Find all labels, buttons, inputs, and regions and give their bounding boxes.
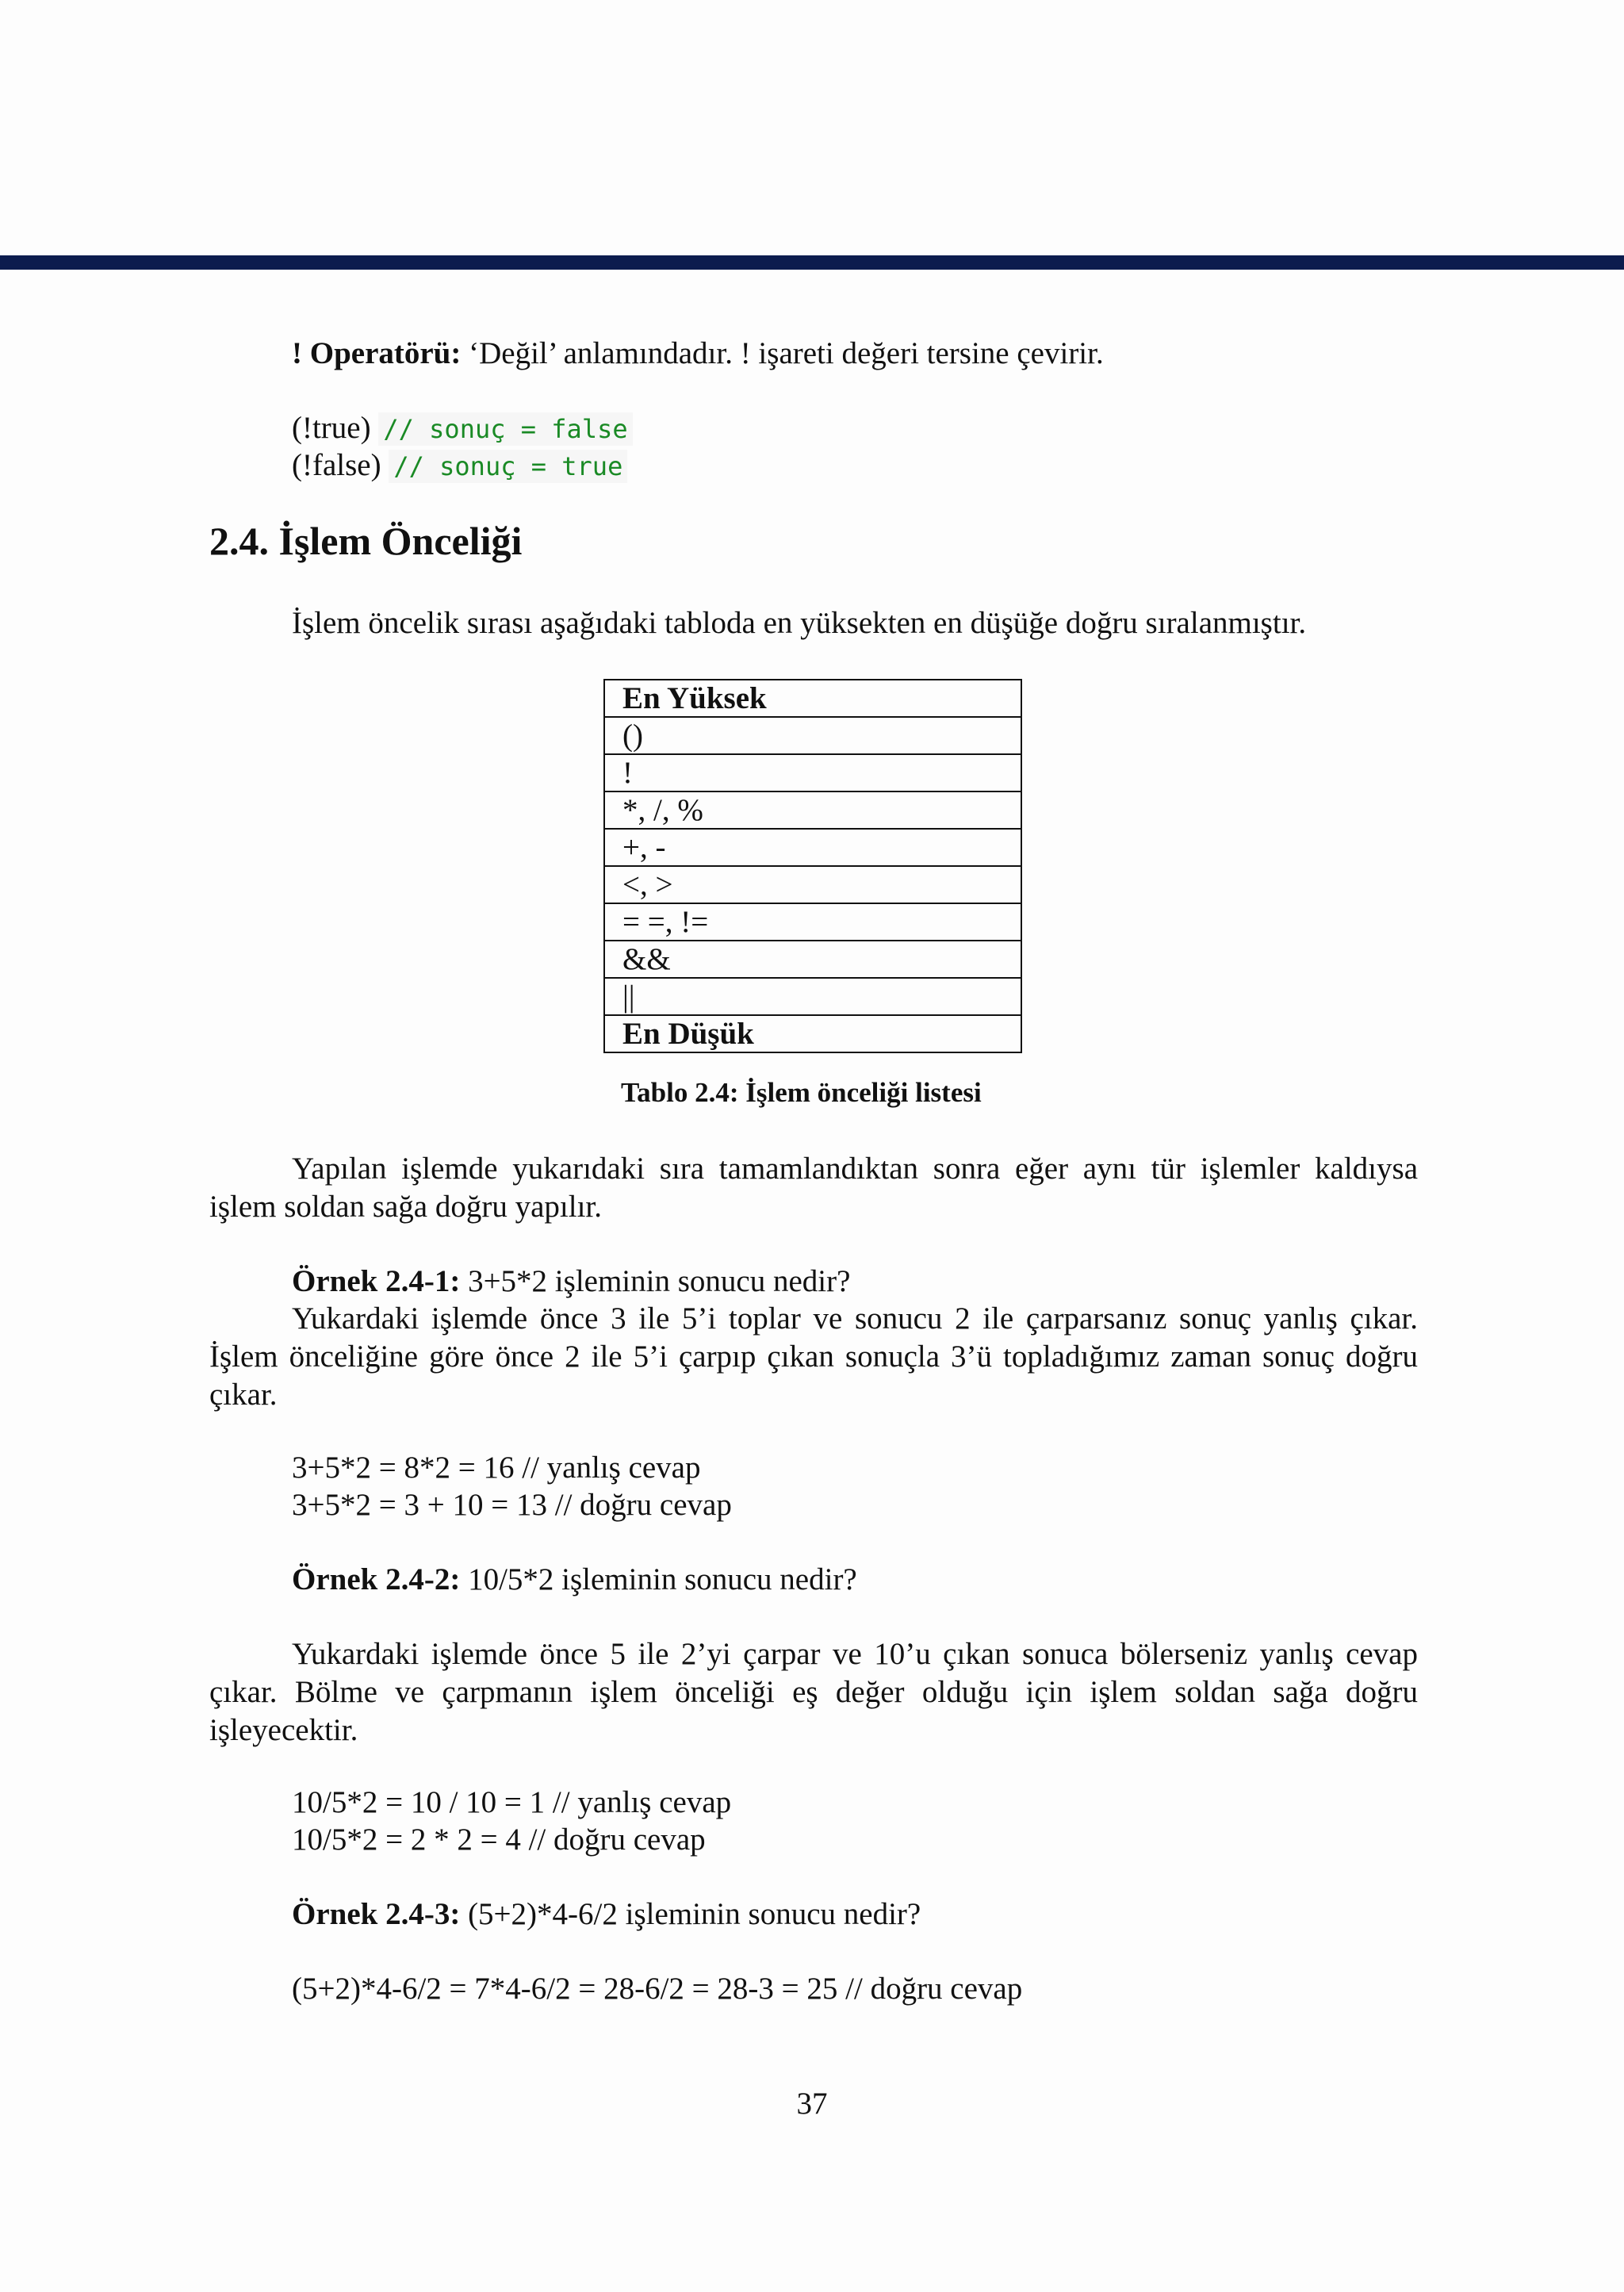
table-caption: Tablo 2.4: İşlem önceliği listesi xyxy=(621,1077,982,1108)
table-footer-cell: En Düşük xyxy=(604,1015,1021,1052)
section-lead: İşlem öncelik sırası aşağıdaki tabloda en yüksekten en düşüğe doğru sıralanmıştır. xyxy=(292,606,1307,640)
table-row xyxy=(604,829,1021,866)
code-expr-1: (!true) xyxy=(292,411,379,445)
table-cell: +, - xyxy=(604,829,1021,866)
not-operator-label: ! Operatörü: xyxy=(292,336,462,370)
section-heading: 2.4. İşlem Önceliği xyxy=(209,519,523,563)
example-1-question-text: 3+5*2 işleminin sonucu nedir? xyxy=(460,1264,851,1298)
code-example-2 xyxy=(292,447,627,485)
example-3-line-1: (5+2)*4-6/2 = 7*4-6/2 = 28-6/2 = 28-3 = 25 // doğru cevap xyxy=(292,1972,1023,2006)
example-2-line-1: 10/5*2 = 10 / 10 = 1 // yanlış cevap xyxy=(292,1785,732,1819)
example-2-explanation: Yukardaki işlemde önce 5 ile 2’yi çarpar ve 10’u çıkan sonuca bölerseniz yanlış cevap çıkar. Bölme ve çarpmanın işlem önceliği eş değer olduğu için işlem soldan sağa doğru işleyecektir. xyxy=(209,1637,1418,1747)
code-comment-1: // sonuç = false xyxy=(378,412,632,446)
table-row xyxy=(604,754,1021,791)
table-row xyxy=(604,680,1021,717)
table-row xyxy=(604,791,1021,829)
example-1-line-2: 3+5*2 = 3 + 10 = 13 // doğru cevap xyxy=(292,1488,732,1522)
table-row xyxy=(604,717,1021,754)
rule-paragraph: Yapılan işlemde yukarıdaki sıra tamamlandıktan sonra eğer aynı tür işlemler kaldıysa işlem soldan sağa doğru yapılır. xyxy=(209,1152,1418,1224)
table-row xyxy=(604,941,1021,978)
code-expr-2: (!false) xyxy=(292,448,389,482)
example-2-label: Örnek 2.4-2: xyxy=(292,1562,461,1596)
not-operator-text: ‘Değil’ anlamındadır. ! işareti değeri tersine çevirir. xyxy=(461,336,1104,370)
example-2-question xyxy=(292,1561,857,1599)
table-cell: ! xyxy=(604,754,1021,791)
example-3-question xyxy=(292,1895,921,1934)
table-row xyxy=(604,866,1021,903)
example-3-question-text: (5+2)*4-6/2 işleminin sonucu nedir? xyxy=(460,1897,921,1931)
page-number: 37 xyxy=(796,2087,828,2121)
example-1-line-1: 3+5*2 = 8*2 = 16 // yanlış cevap xyxy=(292,1451,701,1485)
example-2-line-2: 10/5*2 = 2 * 2 = 4 // doğru cevap xyxy=(292,1822,706,1857)
table-cell: <, > xyxy=(604,866,1021,903)
table-row xyxy=(604,1015,1021,1052)
table-header-cell: En Yüksek xyxy=(604,680,1021,717)
code-example-1 xyxy=(292,409,633,448)
not-operator-paragraph xyxy=(292,335,1104,373)
example-2-question-text: 10/5*2 işleminin sonucu nedir? xyxy=(460,1562,857,1596)
table-cell: || xyxy=(604,978,1021,1015)
precedence-table xyxy=(603,679,1022,1053)
table-cell: && xyxy=(604,941,1021,978)
code-comment-2: // sonuç = true xyxy=(389,450,627,483)
table-row xyxy=(604,978,1021,1015)
table-row xyxy=(604,903,1021,941)
example-3-label: Örnek 2.4-3: xyxy=(292,1897,461,1931)
example-1-explanation: Yukardaki işlemde önce 3 ile 5’i toplar ve sonucu 2 ile çarparsanız sonuç yanlış çıkar. İşlem önceliğine göre önce 2 ile 5’i çarpıp çıkan sonuçla 3’ü topladığımız zaman sonuç doğru çıkar. xyxy=(209,1301,1418,1412)
example-1-label: Örnek 2.4-1: xyxy=(292,1264,461,1298)
table-cell: *, /, % xyxy=(604,791,1021,829)
table-cell: = =, != xyxy=(604,903,1021,941)
header-rule xyxy=(0,255,1624,270)
table-cell: () xyxy=(604,717,1021,754)
example-1-question xyxy=(292,1263,850,1301)
